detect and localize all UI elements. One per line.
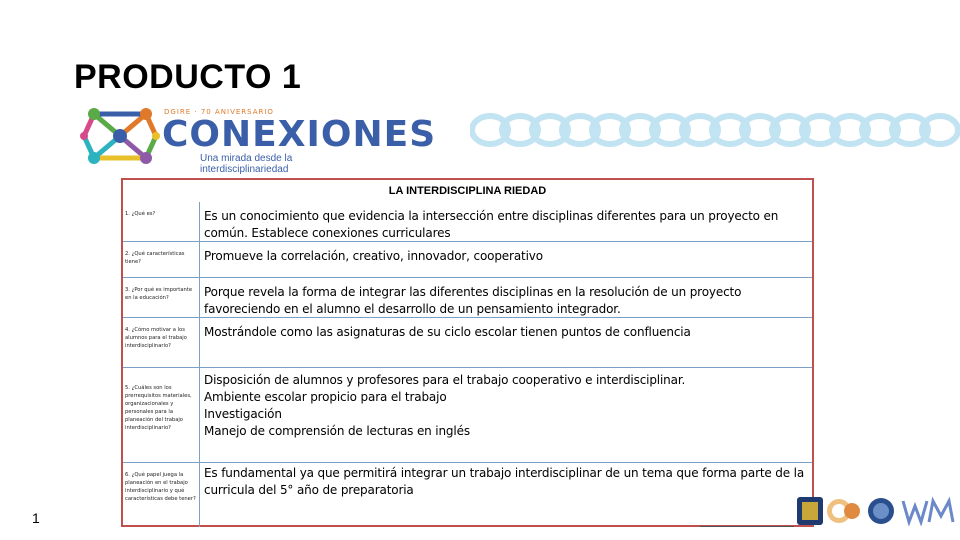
interdisciplinarity-table bbox=[121, 178, 814, 527]
table-row bbox=[123, 368, 812, 463]
question-cell: 6. ¿Qué papel juega la planeación en el trabajo interdisciplinario y qué características debe tener? bbox=[125, 472, 196, 502]
answer-line: Es un conocimiento que evidencia la intersección entre disciplinas diferentes para un proyecto en común. Establece conexiones curriculares bbox=[204, 209, 779, 240]
network-icon bbox=[80, 100, 160, 172]
table-row bbox=[123, 278, 812, 318]
answer-cell bbox=[199, 202, 812, 241]
table-row bbox=[123, 463, 812, 527]
logo-caption: DGIRE · 70 ANIVERSARIO bbox=[164, 108, 274, 116]
table-row bbox=[123, 318, 812, 368]
wm-logo-icon bbox=[903, 501, 953, 522]
answer-cell bbox=[199, 318, 812, 367]
answer-line: Mostrándole como las asignaturas de su ciclo escolar tienen puntos de confluencia bbox=[204, 325, 691, 339]
chain-pattern-icon bbox=[470, 100, 960, 160]
question-cell: 2. ¿Qué características tiene? bbox=[125, 251, 185, 265]
conexiones-logo bbox=[80, 100, 437, 175]
logo-subtitle: Una mirada desde la interdisciplinariedad bbox=[200, 153, 293, 175]
question-cell: 5. ¿Cuáles son los prerrequisitos materiales, organizacionales y personales para la planeación del trabajo interdisciplinario? bbox=[125, 385, 192, 431]
answer-line: Investigación bbox=[204, 407, 282, 421]
answer-line: Es fundamental ya que permitirá integrar un trabajo interdisciplinar de un tema que forma parte de la curricula del 5° año de preparatoria bbox=[204, 466, 805, 497]
answer-line: Manejo de comprensión de lecturas en inglés bbox=[204, 424, 470, 438]
question-cell: 3. ¿Por qué es importante en la educación? bbox=[125, 287, 193, 301]
answer-cell bbox=[199, 278, 812, 317]
slide-title: PRODUCTO 1 bbox=[74, 58, 302, 96]
unam-seal-icon bbox=[797, 497, 823, 525]
dgire-50-icon bbox=[827, 499, 860, 523]
enp-seal-icon bbox=[868, 498, 894, 524]
logo-word: CONEXIONES bbox=[162, 114, 437, 155]
answer-line: Ambiente escolar propicio para el trabajo bbox=[204, 390, 447, 404]
answer-cell bbox=[199, 463, 812, 527]
footer-logos bbox=[795, 496, 955, 526]
table-header: LA INTERDISCIPLINA RIEDAD bbox=[388, 185, 547, 197]
page-number: 1 bbox=[32, 510, 40, 526]
question-cell: 4. ¿Cómo motivar a los alumnos para el trabajo interdisciplinario? bbox=[125, 327, 187, 349]
table-row bbox=[123, 202, 812, 242]
answer-line: Disposición de alumnos y profesores para el trabajo cooperativo e interdisciplinar. bbox=[204, 373, 686, 387]
table-row bbox=[123, 242, 812, 278]
footer-divider bbox=[700, 526, 794, 527]
question-cell: 1. ¿Qué es? bbox=[125, 211, 156, 217]
answer-line: Porque revela la forma de integrar las diferentes disciplinas en la resolución de un proyecto favoreciendo en el alumno el desarrollo de un pensamiento integrador. bbox=[204, 285, 742, 316]
answer-line: Promueve la correlación, creativo, innovador, cooperativo bbox=[204, 249, 543, 263]
answer-cell bbox=[199, 368, 812, 462]
answer-cell bbox=[199, 242, 812, 277]
